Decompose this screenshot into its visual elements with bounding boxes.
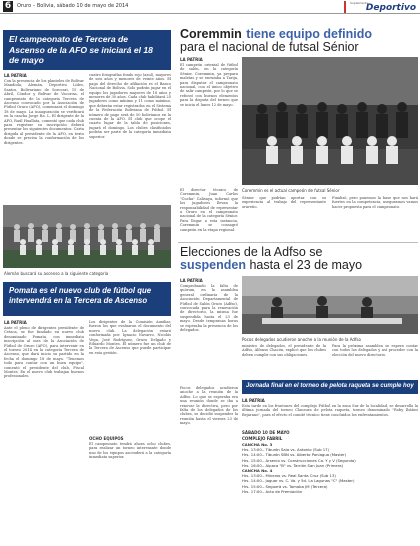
- right-bottom-section: LA PATRIA: [180, 278, 203, 283]
- left-top-headline: El campeonato de Tercera de Ascenso de la AFO se iniciará el 18 de mayo: [9, 34, 153, 65]
- page-header: [0, 0, 420, 14]
- right-bottom-col2: Pocos delegados acudieron anoche a la reunión de la Adfso. Lo que se esperaba era una reunión donde se iba a renovar la directiva, pero por falta de los delegados de los clubes, se decidió suspender la reunión hasta el viernes 23 de mayo.: [180, 386, 238, 426]
- right-top-bottom-col2: Finalizó, pero ponemos la base que nos hará fuertes en la competencia, aseguramos vamos hacer propuesta para el campeonato.: [332, 196, 418, 209]
- right-top-photo: [242, 57, 418, 185]
- schedule-row: Hrs. 16:00.- Alpaca "B" vs. Tarrión San Juan (Primera): [242, 462, 344, 468]
- left-bottom-col2: Los dirigentes de la Comisión Auxiliar, fueron los que evaluaron el documento del nuevo club. La delegación estará conformada por: Ignacio Navarro, Nicolás Vega, José Rodríguez, Oruro Delgado y Eduardo Montes. El número fue un club de la Tercera de Ascenso que puede participar en esta gestión.: [89, 320, 171, 355]
- schedule-row: CANCHA No. 3: [242, 442, 273, 447]
- schedule-row: Hrs. 17:00.- Acto de Premiación: [242, 488, 303, 494]
- team-photo-image: [3, 205, 171, 268]
- schedule-block: [242, 430, 418, 544]
- schedule-row: Hrs. 15:00.- Seguerà vs. Tomoba JM (Tercera): [242, 483, 328, 489]
- right-top-headline-blue: tiene equipo definido: [246, 27, 372, 41]
- left-bottom-col1: Ante el pleno de dirigentes presidente de Cetaca, se fue fundado en nuevo club denominado Pomata, con inmediata inscripción al mes de la Asociación de Fútbol de Oruro (AFO), para intervenir en el torneo 2014 en la categoría Tercera de Ascenso, que dará inicio su partido en la fecha el domingo 18 de mayo. "Tenemos todo para contar con un buen equipo", comentó el presidente del club, Fiscal Montes. En el nuevo club trabajan buenos profesionales.: [4, 326, 84, 379]
- schedule-row: CANCHA No. 4: [242, 468, 273, 474]
- left-top-headline-box: [3, 30, 171, 70]
- page-number: 6: [4, 1, 12, 11]
- right-top-photo-caption: Coremmin es el actual campeón de futsal Sénior: [242, 188, 340, 193]
- left-top-photo: [3, 205, 171, 268]
- left-bottom-headline-box: [3, 282, 171, 316]
- right-bottom-col3: ministro de delegados, el presidente de la Adfso, Alfonso Chacón, explicó que los clubes deben cumplir con sus obligaciones.: [242, 344, 326, 357]
- schedule-row: Hrs. 14:00.- Jaguar vs. C. Va. y 5d. La Lagunas "C" (Master): [242, 478, 355, 484]
- right-bottom-photo-caption: Pocos delegados acudieron anoche a la reunión de la Adfso: [242, 337, 361, 342]
- right-top-headline: [180, 27, 418, 54]
- right-bottom-col4: Para la próxima asamblea se espera contar con todos los delegados y así proceder con la elección del nuevo directorio.: [332, 344, 418, 357]
- left-top-section: LA PATRIA: [4, 73, 27, 78]
- brand-sub: Suplemento: [350, 1, 369, 5]
- left-bottom-subhead: OCHO EQUIPOS: [89, 436, 124, 441]
- right-top-col2: El director técnico de Coremmin, Juan Carlos "Cucha" Calisaya, informó que los jugadores llevan la responsabilidad de representar a Oruro en el campeonato nacional de la categoría Sénior. Para llegar a esta instancia, Coremmin se consagró campeón en la etapa regional.: [180, 188, 238, 232]
- right-bottom-headline: [180, 246, 418, 272]
- coremmin-team-photo: [242, 57, 418, 185]
- right-top-headline-dark: Coremmin: [180, 27, 242, 41]
- adfso-meeting-photo: [242, 276, 418, 334]
- schedule-list: [242, 442, 418, 494]
- schedule-sub: COMPLEJO FABRIL: [242, 436, 283, 441]
- right-top-col1: El campeón oriental de fútbol de salón, en la categoría Sénior, Coremmin, ya prepara maletas y se enrumba a Tarija, para disputar el campeonato nacional, con el único objetivo de salir campeón, por lo que se reforzó con buenos elementos para la disputa del torneo que se inicia el lunes 12 de mayo.: [180, 63, 238, 107]
- brand-logo: [344, 1, 416, 13]
- schedule-row: Hrs. 13:00.- Mineros vs. Real Santa Cruz (Sub 13): [242, 473, 336, 479]
- right-bottom-col1: Comprobando la falta de quórum, en la asamblea general ordinaria de la Asociación Departamental de Fútbol de Salón Oruro (Adfso), convocada para la renovación de directorio, la misma fue suspendida hasta el 23 de mayo. Desde tempranas horas se esperaba la presencia de los delegados.: [180, 284, 238, 333]
- schedule-title: SÁBADO 10 DE MAYO: [242, 430, 290, 435]
- sidebar-section: LA PATRIA: [242, 398, 265, 403]
- brand-name: Deportivo: [365, 3, 416, 13]
- schedule-row: Hrs. 15:00.- Arsenio vs. Construcciones Co. Y y V (Segunda): [242, 457, 356, 463]
- right-bottom-headline-blue: suspenden: [180, 258, 246, 272]
- right-top-bottom-col1: Sénior que podrían aportar con su experiencia al trabajo del representante orureño.: [242, 196, 326, 209]
- right-top-section: LA PATRIA: [180, 57, 203, 62]
- sidebar-headline-box: [242, 380, 418, 394]
- left-top-col1: Con la presencia de los planteles de Bolívar Mandiola, Alemán, Deportivo Lídes, Santos, Bolivariano de Sorocari, 15 de Abril, Cóndor y Bolívar de Vacorisa, el campeonato de la categoría Tercera de Ascenso convocado por la Asociación de Fútbol Oruro (AFO), comenzará el domingo 18 de mayo. La inauguración se verificará en la cancha Jorge Ra. L. El dirigente de la AFO, Raúl Huallata, comentó que cada club para registrar su inscripción deberá presentar los siguientes documentos: Carta dirigida al presidente de la AFO, en texto donde se precisa la conformación de los dirigentes.: [4, 79, 84, 145]
- schedule-row: Hrs. 14:00.- Tiburón SBN vs. Alberto Paniagua (Master): [242, 452, 347, 458]
- schedule-row: Hrs. 13:00.- Tiburón Sala vs. Antonio (Sub 17): [242, 447, 330, 453]
- left-bottom-section: LA PATRIA: [4, 320, 27, 325]
- right-bottom-photo: [242, 276, 418, 334]
- sidebar-headline: Jornada final en el torneo de pelota raqueta se cumple hoy: [246, 383, 414, 389]
- left-bottom-col2-tail: El campeonato tendrá ahora ocho clubes, para realizar un torneo interesante donde uno de los equipos ascenderá a la categoría inmediata superior.: [89, 442, 171, 460]
- right-top-headline-line2: para el nacional de futsal Sénior: [180, 40, 359, 54]
- right-bottom-headline-line1: Elecciones de la Adfso se: [180, 245, 323, 259]
- left-top-photo-caption: Alemán buscará su ascenso a la siguiente categoría: [4, 271, 109, 276]
- right-divider: [178, 242, 418, 243]
- sidebar-body: Esta tarde en los frontones del complejo Fútbol en la zona Sur de la localidad, se desarrolla la última jornada del torneo Clausura de pelota raqueta, torneo denominado "Roby Ibáñez Bejarano", para el efecto el comité técnico tiene concluidos los enfrentamientos.: [242, 404, 418, 417]
- right-bottom-headline-rest: hasta el 23 de mayo: [249, 258, 363, 272]
- left-top-col2: cuatro fotografías fondo rojo (azul), mayores de seis años y menores de veinte años. El pago del derecho de afiliación es el Banco Nacional de Bolivia. Solo podrán jugar en el equipo los jugadores mayores de 18 años y menores de 30 años. Cada club habilitará 25 jugadores como mínimo y 11 como máximo, que deberán estar registrados en el Sistema de la Federación Boliviana de Fútbol. El número de pago será de 50 bolivianos en la cuenta de la AFO. El club que ocupe el cuarto lugar de la tabla de posiciones, jugará el domingo. Los clubes clasificados podrán ser parte de la categoría inmediata superior.: [89, 73, 171, 139]
- left-bottom-headline: Pomata es el nuevo club de fútbol que intervendrá en la Tercera de Ascenso: [9, 286, 152, 305]
- dateline: Oruro – Bolivia, sábado 10 de mayo de 2014: [17, 3, 129, 9]
